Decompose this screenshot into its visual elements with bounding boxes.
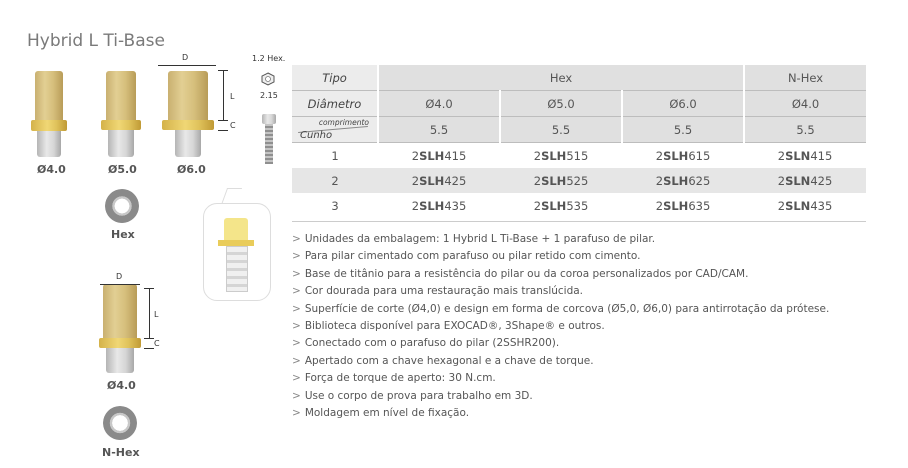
product-code-cell [744, 193, 866, 218]
chevron-right-icon: > [292, 233, 301, 245]
cunho-header-cell [292, 117, 378, 143]
cunho-cell: 5.5 [744, 117, 866, 143]
cunho-cell: 5.5 [500, 117, 622, 143]
code-prefix: 2 [655, 198, 664, 213]
note-item [292, 405, 829, 422]
code-body: SLH [541, 173, 567, 188]
code-prefix: 2 [411, 173, 420, 188]
code-suffix: 535 [566, 198, 589, 213]
table-row [292, 168, 866, 193]
product-caption-d60: Ø6.0 [177, 163, 206, 176]
product-code-cell [500, 168, 622, 193]
code-suffix: 515 [566, 148, 589, 163]
product-code-cell [500, 193, 622, 218]
diameter-cell: Ø4.0 [378, 91, 500, 117]
code-body: SLH [663, 198, 689, 213]
spec-table [292, 65, 866, 218]
dim-d-line [158, 65, 216, 66]
hex-icon [261, 72, 275, 86]
note-item [292, 266, 829, 283]
table-row [292, 143, 866, 169]
table-row-tipo [292, 65, 866, 91]
code-suffix: 615 [688, 148, 711, 163]
product-caption-d40: Ø4.0 [37, 163, 66, 176]
product-caption-d50: Ø5.0 [108, 163, 137, 176]
note-text: Para pilar cimentado com parafuso ou pilar retido com cimento. [304, 250, 641, 263]
code-suffix: 435 [444, 198, 467, 213]
type-nhex: N-Hex [744, 65, 866, 91]
note-text: Moldagem em nível de fixação. [304, 406, 470, 419]
nhex-dim-d-label: D [116, 272, 123, 281]
nhex-label: N-Hex [102, 446, 140, 459]
note-text: Força de torque de aperto: 30 N.cm. [304, 372, 496, 385]
page-title: Hybrid L Ti-Base [27, 31, 165, 51]
code-suffix: 435 [810, 198, 833, 213]
note-item [292, 370, 829, 387]
note-item [292, 388, 829, 405]
code-suffix: 635 [688, 198, 711, 213]
cunho-cell: 5.5 [622, 117, 744, 143]
diametro-label: Diâmetro [292, 91, 378, 117]
code-prefix: 2 [533, 173, 542, 188]
type-hex: Hex [378, 65, 744, 91]
code-prefix: 2 [777, 148, 786, 163]
code-body: SLH [419, 148, 445, 163]
note-text: Cor dourada para uma restauração mais translúcida. [304, 285, 584, 298]
chevron-right-icon: > [292, 354, 301, 367]
nhex-connection-icon [103, 406, 137, 440]
product-code-cell [744, 168, 866, 193]
note-text: Superfície de corte (Ø4,0) e design em forma de corcova (Ø5,0, Ø6,0) para antirrotação da prótese. [304, 302, 830, 315]
hex-connection-icon [105, 189, 139, 223]
product-code-cell [622, 193, 744, 218]
note-item [292, 318, 829, 335]
abutment-3d-bubble [203, 203, 271, 301]
note-text: Apertado com a chave hexagonal e a chave de torque. [304, 354, 594, 367]
table-row-diametro [292, 91, 866, 117]
hex-label: Hex [111, 228, 135, 241]
product-code-cell [500, 143, 622, 169]
note-item [292, 283, 829, 300]
comprimento-label: comprimento [318, 118, 369, 127]
chevron-right-icon: > [292, 389, 301, 402]
code-prefix: 2 [777, 198, 786, 213]
code-suffix: 415 [444, 148, 467, 163]
chevron-right-icon: > [292, 372, 301, 385]
note-item [292, 335, 829, 352]
chevron-right-icon: > [292, 250, 301, 263]
product-code-cell [378, 193, 500, 218]
row-number: 3 [331, 198, 339, 213]
product-code-cell [744, 143, 866, 169]
chevron-right-icon: > [292, 337, 301, 350]
product-code-cell [622, 143, 744, 169]
code-body: SLH [541, 198, 567, 213]
code-prefix: 2 [411, 198, 420, 213]
cunho-label: Cunho [300, 130, 333, 141]
code-body: SLN [785, 173, 811, 188]
code-suffix: 425 [810, 173, 833, 188]
screw-length-label: 2.15 [260, 91, 278, 100]
code-prefix: 2 [777, 173, 786, 188]
code-prefix: 2 [655, 173, 664, 188]
note-text: Biblioteca disponível para EXOCAD®, 3Shape® e outros. [304, 319, 605, 332]
code-prefix: 2 [533, 198, 542, 213]
note-item [292, 231, 829, 248]
diameter-cell: Ø6.0 [622, 91, 744, 117]
note-item [292, 301, 829, 318]
dim-l-label: L [230, 92, 235, 101]
product-code-cell [378, 143, 500, 169]
note-text: Conectado com o parafuso do pilar (2SSHR200). [304, 337, 560, 350]
tipo-label: Tipo [292, 65, 378, 91]
note-item [292, 248, 829, 265]
chevron-right-icon: > [292, 285, 301, 298]
product-code-cell [622, 168, 744, 193]
code-body: SLN [785, 198, 811, 213]
code-body: SLH [663, 173, 689, 188]
code-prefix: 2 [533, 148, 542, 163]
diameter-cell: Ø4.0 [744, 91, 866, 117]
dim-l-line [223, 70, 224, 120]
code-body: SLH [419, 173, 445, 188]
code-body: SLH [419, 198, 445, 213]
nhex-dim-c-label: C [154, 339, 160, 348]
code-suffix: 525 [566, 173, 589, 188]
row-number: 2 [292, 168, 378, 193]
code-suffix: 425 [444, 173, 467, 188]
note-item [292, 353, 829, 370]
cunho-cell: 5.5 [378, 117, 500, 143]
code-suffix: 415 [810, 148, 833, 163]
chevron-right-icon: > [292, 406, 301, 419]
note-text: Base de titânio para a resistência do pilar ou da coroa personalizados por CAD/CAM. [304, 267, 749, 280]
note-text: Use o corpo de prova para trabalho em 3D. [304, 389, 533, 402]
chevron-right-icon: > [292, 302, 301, 315]
code-body: SLH [663, 148, 689, 163]
code-prefix: 2 [655, 148, 664, 163]
table-row-cunho [292, 117, 866, 143]
table-row [292, 193, 866, 218]
product-code-cell [378, 168, 500, 193]
note-text: Unidades da embalagem: 1 Hybrid L Ti-Base + 1 parafuso de pilar. [304, 233, 656, 245]
chevron-right-icon: > [292, 267, 301, 280]
chevron-right-icon: > [292, 319, 301, 332]
nhex-dim-l-label: L [154, 310, 159, 319]
row-number: 1 [331, 148, 339, 163]
feature-notes-list [292, 231, 829, 422]
dim-c-label: C [230, 121, 236, 130]
hex-size-label: 1.2 Hex. [252, 54, 286, 63]
code-body: SLN [785, 148, 811, 163]
code-prefix: 2 [411, 148, 420, 163]
code-body: SLH [541, 148, 567, 163]
diameter-cell: Ø5.0 [500, 91, 622, 117]
nhex-caption: Ø4.0 [107, 379, 136, 392]
dim-d-label: D [182, 53, 189, 62]
code-suffix: 625 [688, 173, 711, 188]
